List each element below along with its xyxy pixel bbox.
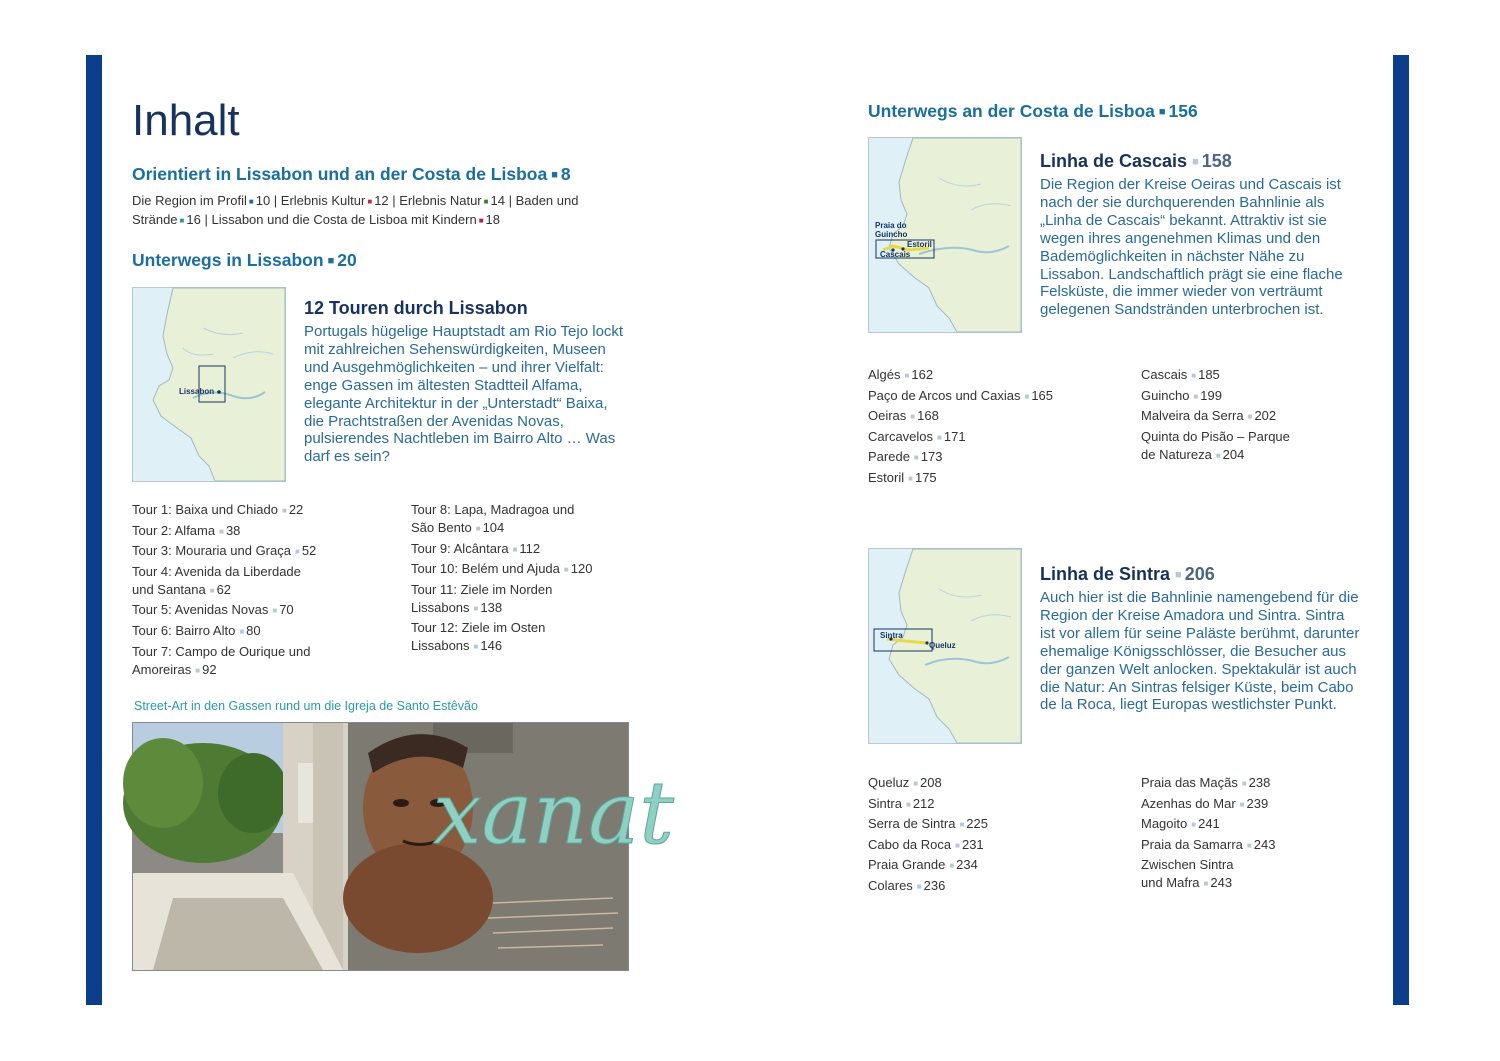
square-bullet-icon: ■ <box>209 585 215 595</box>
graffiti-lettering: xanat <box>433 764 674 864</box>
list-item[interactable]: Tour 4: Avenida da Liberdade und Santana ■ 62 <box>132 563 301 597</box>
list-item[interactable]: Quinta do Pisão – Parque de Natureza ■ 204 <box>1141 428 1290 462</box>
square-bullet-icon: ■ <box>1191 371 1197 380</box>
square-bullet-icon: ■ <box>195 665 201 675</box>
map-label: Lissabon <box>179 387 215 396</box>
square-bullet-icon: ■ <box>473 642 479 652</box>
square-bullet-icon: ■ <box>478 216 484 225</box>
map-label: Queluz <box>929 641 956 650</box>
cascais-list-col1 <box>868 366 1108 490</box>
square-bullet-icon: ■ <box>1246 840 1252 850</box>
square-bullet-icon: ■ <box>949 861 955 871</box>
list-item[interactable]: Tour 9: Alcântara ■ 112 <box>411 540 541 556</box>
list-item[interactable]: Praia das Maçãs ■ 238 <box>1141 775 1271 790</box>
square-bullet-icon: ■ <box>512 544 518 554</box>
square-bullet-icon: ■ <box>913 779 919 788</box>
square-bullet-icon: ■ <box>1215 450 1221 460</box>
list-item[interactable]: Praia Grande ■ 234 <box>868 857 978 873</box>
list-item[interactable]: Malveira da Serra ■ 202 <box>1141 408 1277 424</box>
cascais-header[interactable] <box>1040 151 1232 172</box>
square-bullet-icon: ■ <box>955 840 960 850</box>
feature-title: Linha de Cascais <box>1040 151 1188 171</box>
square-bullet-icon: ■ <box>904 371 910 380</box>
square-bullet-icon: ■ <box>1247 412 1253 422</box>
square-bullet-icon: ■ <box>473 603 479 613</box>
feature-page: 158 <box>1201 151 1232 171</box>
square-bullet-icon: ■ <box>563 565 569 575</box>
list-item[interactable]: Queluz ■ 208 <box>868 775 942 790</box>
square-bullet-icon: ■ <box>1158 106 1166 118</box>
square-bullet-icon: ■ <box>1193 391 1199 401</box>
photo-caption: Street-Art in den Gassen rund um die Igreja de Santo Estêvão <box>134 699 478 713</box>
page-title: Inhalt <box>132 96 240 145</box>
list-item[interactable]: Algés ■ 162 <box>868 367 934 382</box>
square-bullet-icon: ■ <box>551 169 558 181</box>
square-bullet-icon: ■ <box>910 412 916 422</box>
feature-page: 206 <box>1184 564 1215 584</box>
list-item[interactable]: Tour 11: Ziele im Norden Lissabons ■ 138 <box>411 581 553 615</box>
list-item[interactable]: Tour 7: Campo de Ourique und Amoreiras ■ 92 <box>132 643 311 677</box>
list-item[interactable]: Tour 12: Ziele im Osten Lissabons ■ 146 <box>411 620 546 654</box>
list-item[interactable]: Paço de Arcos und Caxias ■ 165 <box>868 387 1054 403</box>
lissabon-map <box>132 287 286 482</box>
map-label: Cascais <box>880 250 911 259</box>
square-bullet-icon: ■ <box>1203 879 1209 889</box>
profile-item[interactable]: Erlebnis Kultur ■ 12 <box>280 193 389 208</box>
square-bullet-icon: ■ <box>475 524 481 533</box>
left-edge-bar <box>86 55 102 1005</box>
square-bullet-icon: ■ <box>1239 799 1245 809</box>
list-item[interactable]: Azenhas do Mar ■ 239 <box>1141 795 1269 811</box>
section-lissabon[interactable] <box>132 250 357 271</box>
section-title: Unterwegs in Lissabon <box>132 250 324 270</box>
cascais-list-col2 <box>1141 366 1341 466</box>
section-title: Orientiert in Lissabon und an der Costa de Lisboa <box>132 164 548 184</box>
square-bullet-icon: ■ <box>367 197 373 206</box>
square-bullet-icon: ■ <box>937 432 942 442</box>
touren-list-col2 <box>411 501 601 658</box>
touren-list-col1 <box>132 501 322 681</box>
square-bullet-icon: ■ <box>1192 156 1199 168</box>
list-item[interactable]: Carcavelos ■ 171 <box>868 428 966 444</box>
section-page: 8 <box>560 164 571 184</box>
square-bullet-icon: ■ <box>913 453 919 463</box>
list-item[interactable]: Magoito ■ 241 <box>1141 816 1220 832</box>
cascais-map <box>868 137 1022 333</box>
list-item[interactable]: Tour 3: Mouraria und Graça ■ 52 <box>132 543 317 559</box>
square-bullet-icon: ■ <box>916 881 922 891</box>
square-bullet-icon: ■ <box>959 820 965 830</box>
profile-item[interactable]: Lissabon und die Costa de Lisboa mit Kindern ■ 18 <box>211 212 501 227</box>
list-item[interactable]: Cabo da Roca ■ 231 <box>868 836 984 852</box>
square-bullet-icon: ■ <box>1241 779 1247 788</box>
right-edge-bar <box>1393 55 1409 1005</box>
profile-list: Die Region im Profil ■ 10 | Erlebnis Kultur ■ 12 | Erlebnis Natur ■ 14 | Baden und Strände ■ 16 | Lissabon und die Costa de Lisboa mit Kindern ■ 18 <box>132 193 579 227</box>
square-bullet-icon: ■ <box>1024 391 1030 401</box>
feature-title: Linha de Sintra <box>1040 564 1171 584</box>
square-bullet-icon: ■ <box>327 255 335 267</box>
map-label: Sintra <box>880 631 903 640</box>
square-bullet-icon: ■ <box>908 473 913 483</box>
square-bullet-icon: ■ <box>272 606 278 616</box>
list-item[interactable]: Praia da Samarra ■ 243 <box>1141 836 1276 852</box>
list-item[interactable]: Tour 10: Belém und Ajuda ■ 120 <box>411 561 593 577</box>
sintra-list-col2 <box>1141 774 1341 895</box>
square-bullet-icon: ■ <box>248 197 254 206</box>
list-item[interactable]: Cascais ■ 185 <box>1141 367 1220 382</box>
square-bullet-icon: ■ <box>483 197 489 206</box>
list-item[interactable]: Sintra ■ 212 <box>868 795 935 811</box>
map-label: Guincho <box>875 230 908 239</box>
square-bullet-icon: ■ <box>1175 569 1182 581</box>
square-bullet-icon: ■ <box>1191 820 1197 830</box>
section-costa[interactable] <box>868 101 1198 122</box>
section-page: 20 <box>337 250 357 270</box>
section-title: Unterwegs an der Costa de Lisboa <box>868 101 1155 121</box>
list-item[interactable]: Parede ■ 173 <box>868 449 943 465</box>
sintra-description: Auch hier ist die Bahnlinie namengebend für die Region der Kreise Amadora und Sintra. Sintra ist vor allem für seine Paläste berühmt, darunter ehemalige Königsschlösser, die Besucher aus der ganzen Welt anlocken. Spektakulär ist auch die Natur: An Sintras felsiger Küste, beim Cabo de la Roca, liegt Europas westlichster Punkt. <box>1040 589 1360 714</box>
profile-item[interactable]: Erlebnis Natur ■ 14 <box>399 193 505 208</box>
list-item[interactable]: Tour 8: Lapa, Madragoa und São Bento ■ 104 <box>411 502 575 535</box>
street-art-photo <box>132 722 674 971</box>
square-bullet-icon: ■ <box>905 799 911 809</box>
sintra-header[interactable] <box>1040 564 1215 585</box>
square-bullet-icon: ■ <box>281 506 287 515</box>
list-item[interactable]: Estoril ■ 175 <box>868 469 937 485</box>
list-item[interactable]: Tour 1: Baixa und Chiado ■ 22 <box>132 502 304 517</box>
map-label: Praia do <box>875 221 907 230</box>
list-item[interactable]: Colares ■ 236 <box>868 877 946 893</box>
profile-item[interactable]: Die Region im Profil ■ 10 <box>132 193 271 208</box>
list-item[interactable]: Tour 6: Bairro Alto ■ 80 <box>132 622 261 638</box>
cascais-description: Die Region der Kreise Oeiras und Cascais ist nach der sie durchquerenden Bahnlinie als „Linha de Cascais“ bekannt. Attraktiv ist sie wegen ihres angenehmen Klimas und den Bademöglichkeiten in nächster Nähe zu Lissabon. Landschaftlich prägt sie eine flache Felsküste, die immer wieder von verträumt gelegenen Sandstränden unterbrochen ist. <box>1040 176 1343 319</box>
square-bullet-icon: ■ <box>239 626 245 636</box>
section-orientiert[interactable] <box>132 164 571 185</box>
list-item[interactable]: Oeiras ■ 168 <box>868 408 939 424</box>
section-page: 156 <box>1168 101 1198 121</box>
list-item[interactable]: Guincho ■ 199 <box>1141 387 1222 403</box>
list-item[interactable]: Tour 5: Avenidas Novas ■ 70 <box>132 602 294 618</box>
list-item[interactable]: Serra de Sintra ■ 225 <box>868 816 988 832</box>
touren-description: Portugals hügelige Hauptstadt am Rio Tejo lockt mit zahlreichen Sehenswürdigkeiten, Museen und Ausgehmöglichkeiten – und ihrer Vielfalt: enge Gassen im ältesten Stadtteil Alfama, elegante Architektur in der „Unterstadt“ Baixa, die Prachtstraßen der Avenidas Novas, pulsierendes Nachtleben im Bairro Alto … Was darf es sein? <box>304 323 624 466</box>
touren-title[interactable]: 12 Touren durch Lissabon <box>304 298 528 318</box>
sintra-list-col1 <box>868 774 1108 898</box>
list-item[interactable]: Tour 2: Alfama ■ 38 <box>132 522 241 538</box>
sintra-map <box>868 548 1022 744</box>
list-item[interactable]: Zwischen Sintra und Mafra ■ 243 <box>1141 857 1234 891</box>
square-bullet-icon: ■ <box>294 547 300 557</box>
square-bullet-icon: ■ <box>179 216 185 225</box>
map-label: Estoril <box>907 240 932 249</box>
profile-item[interactable]: Baden und Strände ■ 16 <box>132 193 579 227</box>
square-bullet-icon: ■ <box>219 526 224 536</box>
